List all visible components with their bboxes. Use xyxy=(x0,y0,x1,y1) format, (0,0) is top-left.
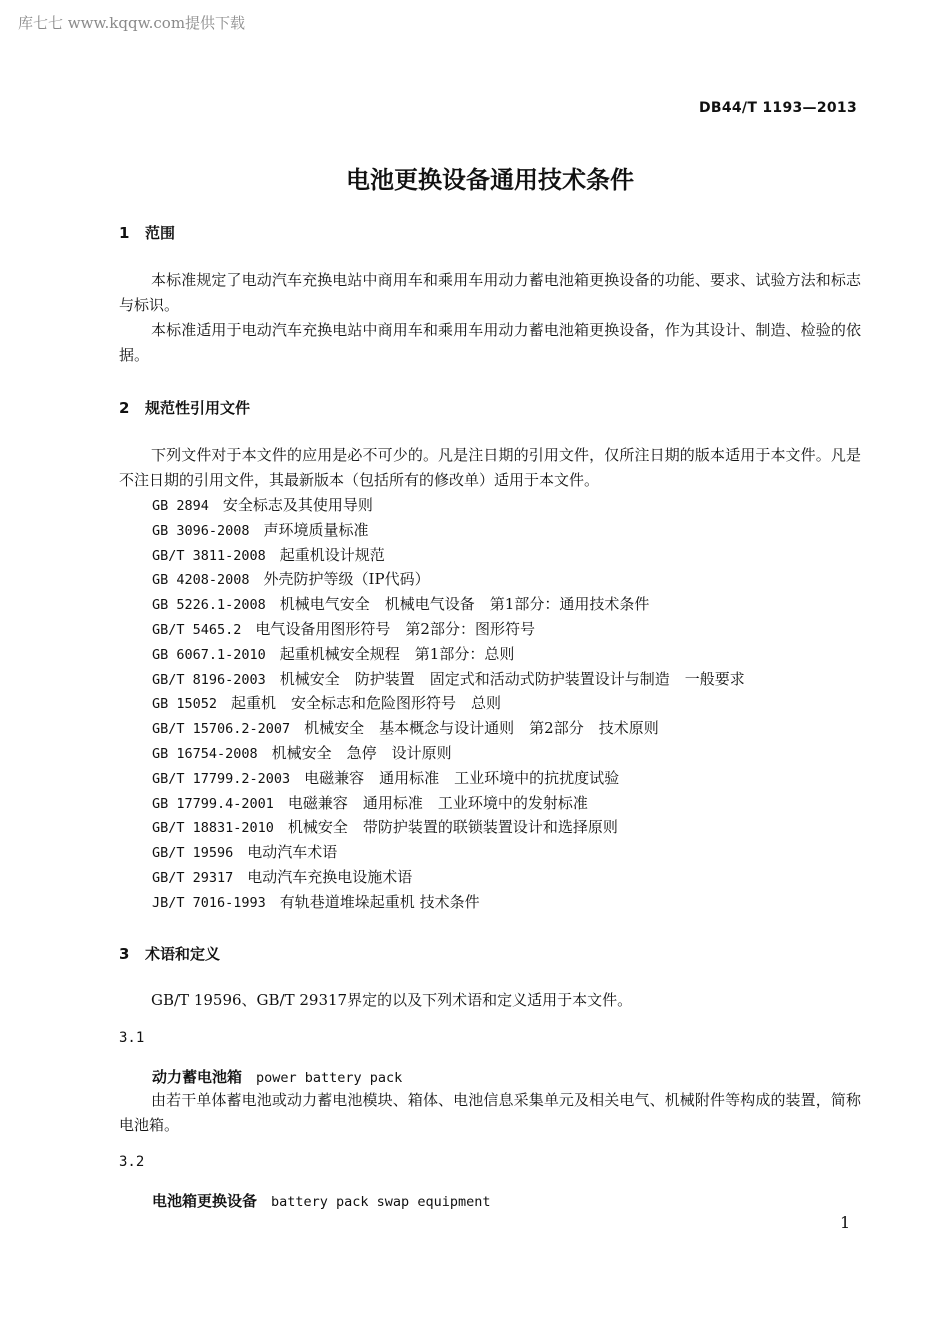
list-item xyxy=(152,865,745,890)
list-item xyxy=(152,840,745,865)
reference-title: 电动汽车充换电设施术语 xyxy=(247,867,413,886)
reference-code: GB 6067.1-2010 xyxy=(152,646,266,663)
reference-title: 机械安全 急停 设计原则 xyxy=(271,743,452,762)
reference-code: GB/T 8196-2003 xyxy=(152,671,266,688)
watermark: 库七七 www.kqqw.com提供下载 xyxy=(18,14,246,32)
list-item xyxy=(152,691,745,716)
term-entry xyxy=(152,1190,490,1211)
terms-intro: GB/T 19596、GB/T 29317界定的以及下列术语和定义适用于本文件。 xyxy=(151,991,633,1009)
standard-code: DB44/T 1193—2013 xyxy=(698,100,857,116)
reference-code: GB/T 5465.2 xyxy=(152,621,242,638)
list-item xyxy=(152,766,745,791)
list-item xyxy=(152,741,745,766)
normative-intro: 下列文件对于本文件的应用是必不可少的。凡是注日期的引用文件，仅所注日期的版本适用于本文件。凡是不注日期的引用文件，其最新版本（包括所有的修改单）适用于本文件。 xyxy=(119,446,861,489)
section-number: 3 xyxy=(119,945,130,963)
reference-code: GB 17799.4-2001 xyxy=(152,795,274,812)
list-item xyxy=(152,791,745,816)
list-item xyxy=(152,617,745,642)
reference-code: GB 4208-2008 xyxy=(152,572,250,589)
reference-title: 有轨巷道堆垛起重机 技术条件 xyxy=(279,892,480,911)
section-title: 术语和定义 xyxy=(145,945,221,963)
reference-code: GB 3096-2008 xyxy=(152,522,250,539)
reference-title: 机械安全 带防护装置的联锁装置设计和选择原则 xyxy=(287,818,618,837)
section-title: 范围 xyxy=(145,224,176,242)
clause-number: 3.2 xyxy=(119,1154,145,1170)
reference-list xyxy=(152,493,745,915)
list-item xyxy=(152,592,745,617)
reference-title: 起重机 安全标志和危险图形符号 总则 xyxy=(231,694,502,713)
scope-paragraph-2: 本标准适用于电动汽车充换电站中商用车和乘用车用动力蓄电池箱更换设备，作为其设计、制造、检验的依据。 xyxy=(119,321,861,364)
reference-code: GB/T 29317 xyxy=(152,869,234,886)
reference-code: GB/T 18831-2010 xyxy=(152,820,274,837)
reference-title: 起重机设计规范 xyxy=(279,545,385,564)
page-number: 1 xyxy=(840,1213,851,1232)
list-item xyxy=(152,716,745,741)
section-title: 规范性引用文件 xyxy=(145,399,251,417)
reference-code: GB/T 19596 xyxy=(152,845,234,862)
list-item xyxy=(152,890,745,915)
reference-title: 声环境质量标准 xyxy=(263,520,369,539)
term-definition: 由若干单体蓄电池或动力蓄电池模块、箱体、电池信息采集单元及相关电气、机械附件等构成的装置，简称电池箱。 xyxy=(119,1091,861,1134)
reference-title: 电动汽车术语 xyxy=(247,843,338,862)
reference-code: JB/T 7016-1993 xyxy=(152,894,266,911)
reference-title: 机械电气安全 机械电气设备 第1部分：通用技术条件 xyxy=(279,595,650,614)
reference-title: 安全标志及其使用导则 xyxy=(222,496,373,514)
reference-title: 电气设备用图形符号 第2部分：图形符号 xyxy=(255,619,535,638)
section-heading-terms xyxy=(119,943,220,964)
list-item xyxy=(152,518,745,543)
term-zh: 电池箱更换设备 xyxy=(152,1192,258,1210)
list-item xyxy=(152,667,745,692)
reference-title: 机械安全 基本概念与设计通则 第2部分 技术原则 xyxy=(304,719,659,738)
list-item xyxy=(152,642,745,667)
reference-code: GB/T 15706.2-2007 xyxy=(152,721,291,738)
list-item xyxy=(152,567,745,592)
reference-code: GB 15052 xyxy=(152,696,218,713)
term-en: power battery pack xyxy=(256,1070,403,1086)
list-item xyxy=(152,543,745,568)
clause-number: 3.1 xyxy=(119,1030,145,1046)
reference-code: GB 2894 xyxy=(152,498,209,514)
reference-code: GB/T 3811-2008 xyxy=(152,547,266,564)
reference-title: 外壳防护等级（IP代码） xyxy=(263,570,430,589)
section-number: 2 xyxy=(119,399,130,417)
page-title: 电池更换设备通用技术条件 xyxy=(346,166,634,194)
reference-title: 起重机械安全规程 第1部分：总则 xyxy=(279,644,515,663)
reference-title: 电磁兼容 通用标准 工业环境中的发射标准 xyxy=(287,793,588,812)
term-entry xyxy=(152,1066,402,1087)
reference-code: GB 5226.1-2008 xyxy=(152,597,266,614)
term-zh: 动力蓄电池箱 xyxy=(152,1068,243,1086)
term-en: battery pack swap equipment xyxy=(271,1194,491,1210)
reference-title: 机械安全 防护装置 固定式和活动式防护装置设计与制造 一般要求 xyxy=(279,669,745,688)
reference-code: GB/T 17799.2-2003 xyxy=(152,770,291,787)
section-heading-scope xyxy=(119,222,175,243)
reference-code: GB 16754-2008 xyxy=(152,745,258,762)
section-heading-normative xyxy=(119,397,250,418)
reference-title: 电磁兼容 通用标准 工业环境中的抗扰度试验 xyxy=(304,768,620,787)
scope-paragraph-1: 本标准规定了电动汽车充换电站中商用车和乘用车用动力蓄电池箱更换设备的功能、要求、试验方法和标志与标识。 xyxy=(119,271,861,314)
list-item xyxy=(152,493,745,518)
list-item xyxy=(152,815,745,840)
section-number: 1 xyxy=(119,224,130,242)
